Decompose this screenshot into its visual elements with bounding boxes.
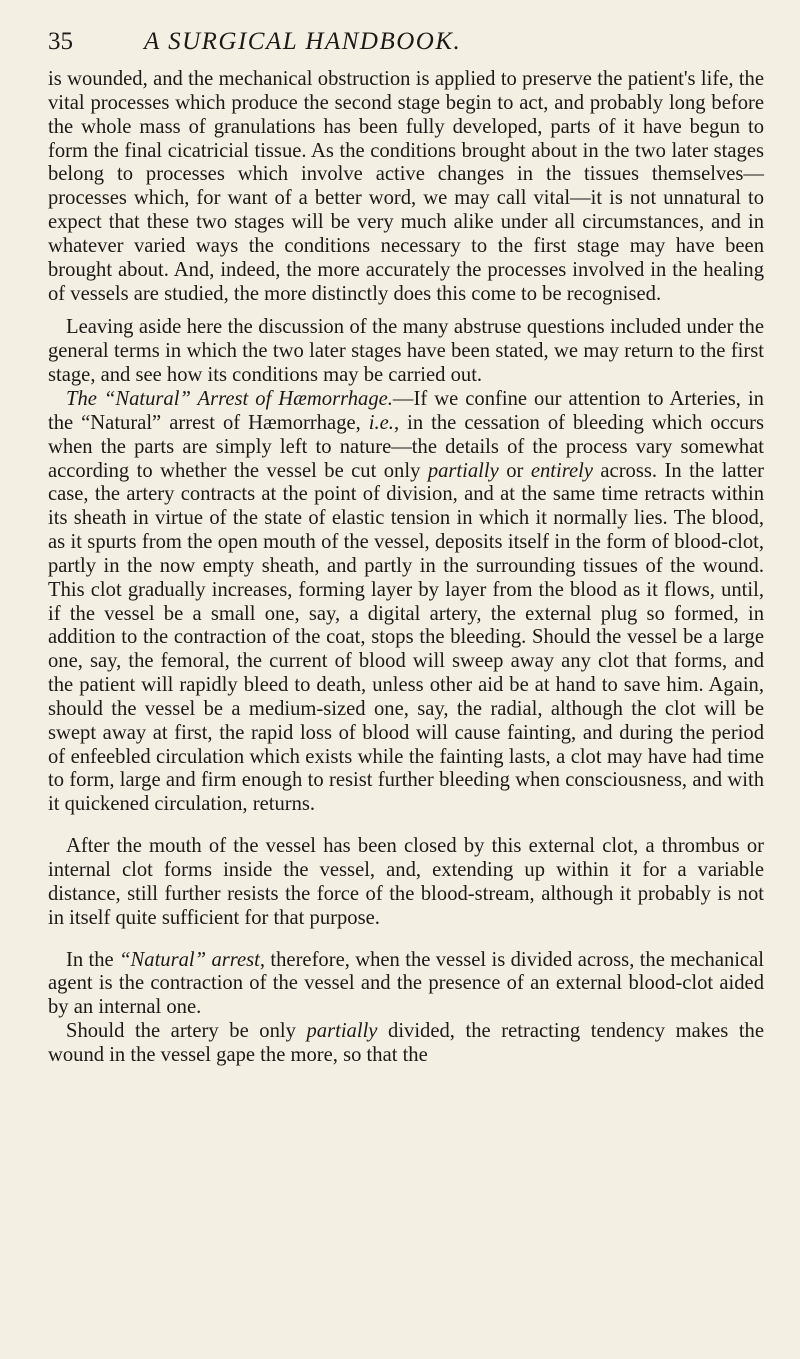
paragraph-text: After the mouth of the vessel has been closed by this external clot, a thrombus or internal clot forms inside the vessel, and, extending up within it for a variable distance, still further resists the force of the blood-stream, although it probably is not in itself quite sufficient for that purpose.: [48, 835, 764, 929]
running-title: A SURGICAL HANDBOOK.: [144, 28, 462, 55]
paragraph-text: or: [498, 459, 531, 482]
paragraph-text: , in the cessation of bleeding which occurs when the parts are simply left to nature—the details of the process vary somewhat according to whether the vessel be cut only: [48, 411, 764, 482]
paragraph: [48, 316, 764, 388]
paragraph-text: divided, the retracting tendency makes the wound in the vessel gape the more, so that the: [48, 1020, 764, 1066]
page-header: [48, 28, 764, 64]
paragraph-text: Should the artery be only: [66, 1020, 307, 1043]
emphasis-text: entirely: [530, 459, 593, 482]
paragraph-text: across. In the latter case, the artery contracts at the point of division, and at the same time retracts within its sheath in virtue of the state of elastic tension in which it normally lies. The blood, as it spurts from the open mouth of the vessel, deposits itself in the form of blood-clot, partly in the now empty sheath, and partly in the surrounding tissues of the wound. This clot gradually increases, forming layer by layer from the blood as it flows, until, if the vessel be a small one, say, a digital artery, the external plug so formed, in addition to the contraction of the coat, stops the bleeding. Should the vessel be a large one, say, the femoral, the current of blood will sweep away any clot that forms, and the patient will rapidly bleed to death, unless other aid be at hand to save him. Again, should the vessel be a medium-sized one, say, the radial, although the clot will be swept away at first, the rapid loss of blood will cause fainting, and during the period of enfeebled circulation which exists while the fainting lasts, a clot may have had time to form, large and firm enough to resist further bleeding when consciousness, and with it quickened circulation, returns.: [48, 459, 764, 816]
emphasis-text: “Natural” arrest: [119, 948, 260, 971]
paragraph-text: is wounded, and the mechanical obstruction is applied to preserve the patient's life, the vital processes which produce the second stage begin to act, and probably long before the whole mass of granulations has been fully developed, parts of it have begun to form the final cicatricial tissue. As the conditions brought about in the two later stages belong to processes which involve active changes in the tissues themselves—processes which, for want of a better word, we may call vital—it is not unnatural to expect that these two stages will be very much alike under all circumstances, and in whatever varied ways the conditions necessary to the first stage may have been brought about. And, indeed, the more accurately the processes involved in the healing of vessels are studied, the more distinctly does this come to be recognised.: [48, 68, 764, 305]
paragraph-text: In the: [66, 948, 120, 971]
paragraph: [48, 388, 764, 817]
section-heading: The “Natural” Arrest of Hæmorrhage.: [66, 387, 393, 410]
paragraph: [48, 1020, 764, 1068]
paragraph-text: Leaving aside here the discussion of the many abstruse questions included under the general terms in which the two later stages have been stated, we may return to the first stage, and see how its conditions may be carried out.: [48, 316, 764, 387]
emphasis-text: i.e.: [368, 411, 394, 434]
emphasis-text: partially: [427, 459, 499, 482]
paragraph: [48, 949, 764, 1021]
body-text: [48, 68, 764, 1068]
paragraph: [48, 68, 764, 306]
page-number: 35: [48, 28, 73, 55]
paragraph-text: —If we confine our attention to Arteries, in the “Natural” arrest of Hæmorrhage,: [48, 387, 764, 434]
emphasis-text: partially: [306, 1020, 378, 1043]
paragraph: [48, 835, 764, 930]
paragraph-text: , therefore, when the vessel is divided across, the mechanical agent is the contraction of the vessel and the presence of an external blood-clot aided by an internal one.: [48, 948, 765, 1019]
